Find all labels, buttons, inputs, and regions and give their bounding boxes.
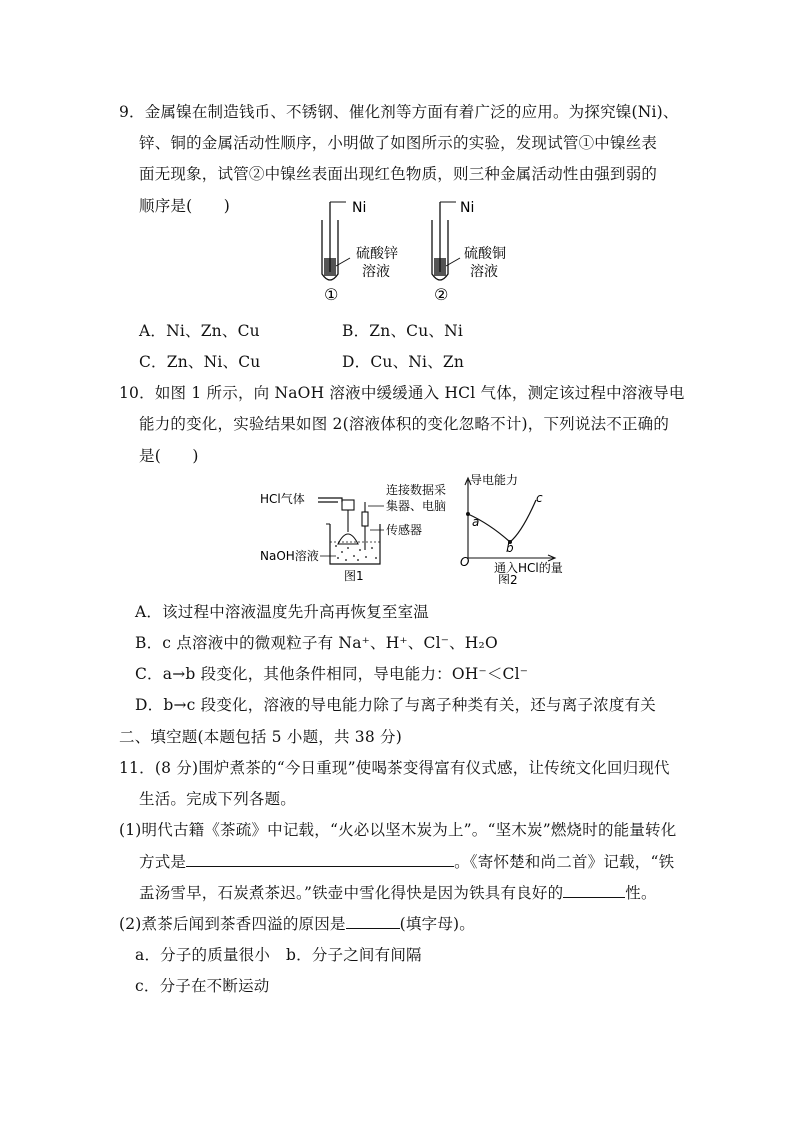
fig2-point-b: b <box>506 541 514 555</box>
tube2-wire-label: Ni <box>460 200 475 216</box>
fig2-xlabel: 通入HCl的量 <box>494 561 563 575</box>
fig1-apparatus <box>318 498 384 564</box>
fig2-caption: 图2 <box>498 573 518 584</box>
q11-line-2: 生活。完成下列各题。 <box>139 790 297 808</box>
q9-option-a: A．Ni、Zn、Cu <box>139 322 260 340</box>
tube1-solution-line2: 溶液 <box>362 264 390 280</box>
q11-part1-line2-prefix: 方式是 <box>139 853 187 871</box>
fig2-origin: O <box>460 555 470 569</box>
q11-part2-option-a: a．分子的质量很小 <box>135 946 271 964</box>
q9-line-1: 9．金属镍在制造钱币、不锈钢、催化剂等方面有着广泛的应用。为探究镍(Ni)、 <box>119 103 679 121</box>
q10-option-b: B．c 点溶液中的微观粒子有 Na⁺、H⁺、Cl⁻、H₂O <box>135 634 498 652</box>
test-tube-1 <box>322 202 350 280</box>
tube2-number: ② <box>434 285 449 304</box>
q10-option-a: A．该过程中溶液温度先升高再恢复至室温 <box>135 603 429 621</box>
section-heading: 二、填空题(本题包括 5 小题，共 38 分) <box>119 728 402 746</box>
fig1-gas-label: HCl气体 <box>260 492 305 506</box>
q10-figures <box>258 472 578 584</box>
q10-line-3: 是( ) <box>139 447 199 465</box>
tube2-solution-line1: 硫酸铜 <box>464 246 506 262</box>
q11-part1-line2-suffix: 。《寄怀楚和尚二首》记载，“铁 <box>454 853 675 871</box>
q10-option-d: D．b→c 段变化，溶液的导电能力除了与离子种类有关，还与离子浓度有关 <box>135 696 656 714</box>
fig1-caption: 图1 <box>344 569 364 583</box>
energy-conversion-answer-blank[interactable] <box>186 852 454 867</box>
q11-part2-suffix: (填字母)。 <box>399 915 475 933</box>
q11-part2-line1 <box>119 914 475 934</box>
q11-part1-line3-prefix: 盂汤雪早，石炭煮茶迟。”铁壶中雪化得快是因为铁具有良好的 <box>139 884 564 902</box>
q9-option-c: C．Zn、Ni、Cu <box>139 353 261 371</box>
q11-part1-line3-suffix: 性。 <box>625 884 657 902</box>
fig1-solution-label: NaOH溶液 <box>260 549 319 563</box>
fig2-point-c: c <box>536 491 543 505</box>
q9-option-b: B．Zn、Cu、Ni <box>342 322 464 340</box>
q9-line-2: 锌、铜的金属活动性顺序，小明做了如图所示的实验，发现试管①中镍丝表 <box>139 134 658 152</box>
q9-option-d: D．Cu、Ni、Zn <box>342 353 465 371</box>
q9-line-3: 面无现象，试管②中镍丝表面出现红色物质，则三种金属活动性由强到弱的 <box>139 165 658 183</box>
tea-aroma-answer-blank[interactable] <box>346 914 400 929</box>
q10-line-2: 能力的变化，实验结果如图 2(溶液体积的变化忽略不计)，下列说法不正确的 <box>139 415 670 433</box>
q11-part1-line1: (1)明代古籍《茶疏》中记载，“火必以坚木炭为上”。“坚木炭”燃烧时的能量转化 <box>119 821 677 839</box>
tube1-number: ① <box>324 285 339 304</box>
fig2-point-a: a <box>472 515 480 529</box>
fig1-connect-line1: 连接数据采 <box>386 483 447 497</box>
tube1-solution-line1: 硫酸锌 <box>356 246 398 262</box>
q11-part2-option-b: b．分子之间有间隔 <box>286 946 422 964</box>
tube2-solution-line2: 溶液 <box>470 264 498 280</box>
q11-part1-line2 <box>139 852 674 872</box>
fig1-sensor-label: 传感器 <box>386 523 423 537</box>
q11-part2-prefix: (2)煮茶后闻到茶香四溢的原因是 <box>119 915 346 933</box>
fig1-connect-line2: 集器、电脑 <box>386 499 447 513</box>
iron-property-answer-blank[interactable] <box>563 883 625 898</box>
q11-part1-line3 <box>139 883 657 903</box>
q11-line-1: 11．(8 分)围炉煮茶的“今日重现”使喝茶变得富有仪式感，让传统文化回归现代 <box>119 759 670 777</box>
fig2-ylabel: 导电能力 <box>470 473 519 487</box>
tube1-wire-label: Ni <box>352 200 367 216</box>
q11-part2-option-c: c．分子在不断运动 <box>135 977 270 995</box>
q10-line-1: 10．如图 1 所示，向 NaOH 溶液中缓缓通入 HCl 气体，测定该过程中溶液导电 <box>119 384 685 402</box>
q10-option-c: C．a→b 段变化，其他条件相同，导电能力：OH⁻＜Cl⁻ <box>135 665 529 683</box>
q9-test-tube-figure <box>310 196 510 304</box>
q9-line-4: 顺序是( ) <box>139 197 230 215</box>
test-tube-2 <box>432 202 460 280</box>
